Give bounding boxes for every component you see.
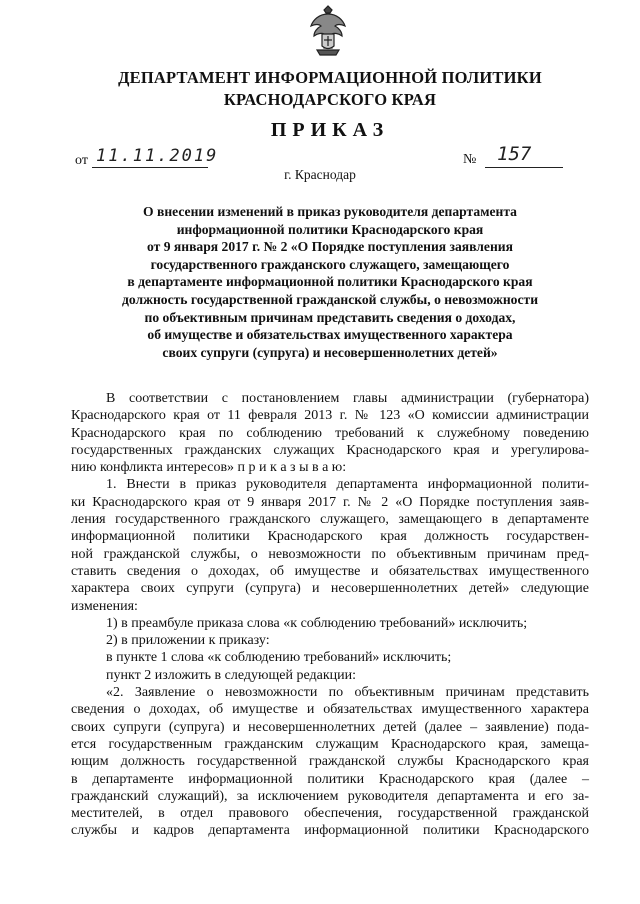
body-line: сведения о доходах, об имуществе и обязательствах имущественного характера [71, 702, 589, 718]
body-line: В соответствии с постановлением главы администрации (губернатора) [106, 391, 589, 406]
number-label: № [463, 152, 477, 167]
heading-line: в департаменте информационной политики Краснодарского края [127, 274, 533, 290]
body-line: изменения: [71, 598, 138, 614]
heading-line: от 9 января 2017 г. № 2 «О Порядке поступления заявления [147, 239, 513, 255]
body-line: ставить сведения о доходах, об имуществе и обязательствах имущественного [71, 563, 589, 579]
handwritten-number: 157 [497, 143, 532, 165]
body-line: 2) в приложении к приказу: [106, 633, 270, 649]
body-line: ления государственного гражданского служащего, замещающего в департаменте [71, 512, 589, 528]
heading-line: информационной политики Краснодарского края [176, 221, 484, 237]
body-line: Краснодарского края от 11 февраля 2013 г. № 123 «О комиссии администрации [71, 408, 589, 424]
heading-line: по объективным причинам представить сведения о доходах, [144, 309, 516, 325]
handwritten-date: 11.11.2019 [96, 146, 219, 166]
department-name-line2: КРАСНОДАРСКОГО КРАЯ [223, 90, 437, 109]
body-line: в департаменте информационной политики Краснодарского края (далее – [71, 771, 589, 787]
body-line: в пункте 1 слова «к соблюдению требований» исключить; [106, 650, 452, 666]
body-line: ется государственным гражданским служащим Краснодарского края, замеща- [71, 736, 589, 752]
body-line: нию конфликта интересов» п р и к а з ы в а ю: [71, 460, 347, 476]
heading-line: должность государственной гражданской службы, о невозможности [121, 291, 539, 307]
heading-line: О внесении изменений в приказ руководителя департамента [143, 204, 517, 219]
order-heading [60, 203, 600, 361]
body-line: характера своих супруги (супруга) и несовершеннолетних детей» следующие [71, 581, 589, 597]
body-line: Краснодарского края по соблюдению требований к служебному поведению [71, 425, 589, 441]
body-line: ки Краснодарского края от 9 января 2017 г. № 2 «О Порядке поступления заяв- [71, 494, 589, 510]
department-name-line1: ДЕПАРТАМЕНТ ИНФОРМАЦИОННОЙ ПОЛИТИКИ [118, 68, 542, 87]
body-line: пункт 2 изложить в следующей редакции: [106, 667, 356, 683]
coat-of-arms-icon [305, 4, 351, 58]
body-line: ной гражданской службы, о невозможности по объективным причинам пред- [71, 546, 589, 562]
body-line: ющим должность государственной гражданской службы Краснодарского края [71, 754, 589, 770]
body-line: 1) в преамбуле приказа слова «к соблюдению требований» исключить; [106, 615, 528, 631]
date-label: от [75, 153, 88, 168]
body-line: местителей, в отдел правового обеспечения, государственной гражданской [71, 806, 589, 822]
body-line: «2. Заявление о невозможности по объективным причинам представить [106, 685, 589, 701]
order-body [71, 390, 589, 840]
body-line: информационной политики Краснодарского края должность государствен- [71, 529, 589, 545]
body-line: государственных гражданских служащих Краснодарского края и урегулирова- [71, 442, 589, 458]
heading-line: государственного гражданского служащего, замещающего [150, 256, 510, 272]
body-line: гражданский служащий), за исключением руководителя департамента и его за- [71, 788, 589, 804]
body-line: службы и кадров департамента информационной политики Краснодарского [71, 823, 589, 839]
heading-line: своих супруги (супруга) и несовершеннолетних детей» [162, 344, 498, 360]
body-line: 1. Внести в приказ руководителя департамента информационной полити- [106, 477, 589, 493]
heading-line: об имуществе и обязательствах имущественного характера [147, 327, 513, 343]
body-line: своих супруги (супруга) и несовершеннолетних детей (далее – заявление) пода- [71, 719, 589, 735]
city-label: г. Краснодар [284, 167, 356, 182]
document-type-title: ПРИКАЗ [270, 119, 390, 141]
